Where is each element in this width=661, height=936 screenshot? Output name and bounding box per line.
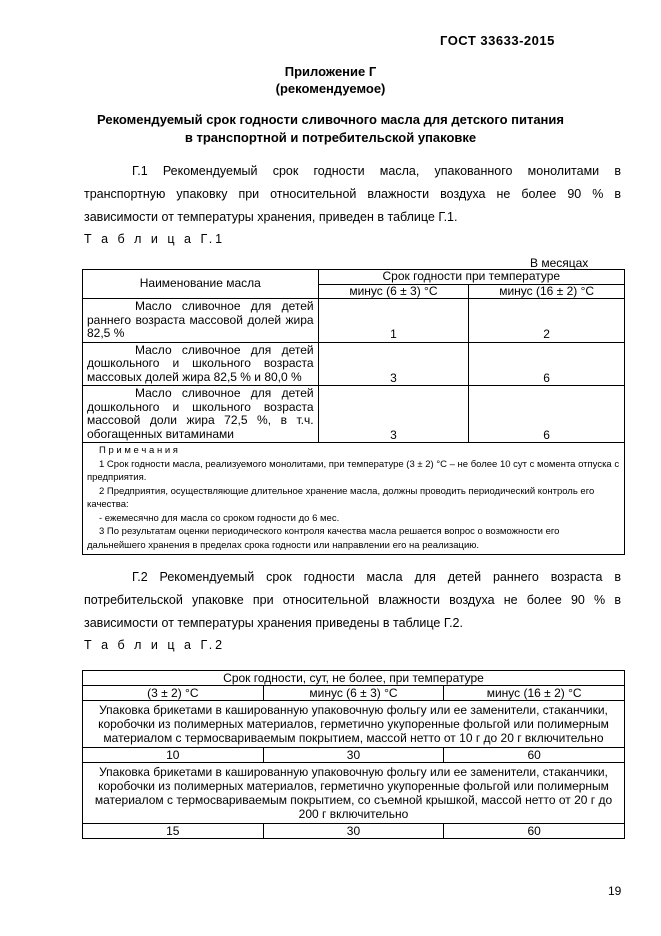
section-title-line2: в транспортной и потребительской упаковке: [184, 130, 477, 145]
table1-row3-v1: 3: [318, 386, 469, 443]
table2-group2-v2: 60: [444, 824, 625, 839]
table1-col-group: Срок годности при температуре: [318, 270, 624, 285]
document-code: ГОСТ 33633-2015: [440, 33, 555, 48]
table1-unit: В месяцах: [530, 256, 589, 270]
table1-row2-v1: 3: [318, 342, 469, 386]
table-row: [83, 748, 625, 763]
table-row: [83, 386, 625, 443]
table1-col-t1: минус (6 ± 3) °С: [318, 284, 469, 299]
paragraph-g1: Г.1 Рекомендуемый срок годности масла, упакованного монолитами в транспортную упаковку при относительной влажности воздуха не более 90 % в зависимости от температуры хранения, приведен в таблице Г.1.: [84, 164, 621, 224]
table-row: [83, 342, 625, 386]
table2-col-t1: минус (6 ± 3) °С: [263, 686, 444, 701]
table2-col-t2: минус (16 ± 2) °С: [444, 686, 625, 701]
table1-row2-v2: 6: [469, 342, 625, 386]
note-1: 1 Срок годности масла, реализуемого монолитами, при температуре (3 ± 2) °С – не более 10 сут с момента отпуска с предприятия.: [87, 458, 620, 483]
table-g2: [82, 670, 625, 839]
paragraph-g2: Г.2 Рекомендуемый срок годности масла для детей раннего возраста в потребительской упаковке при относительной влажности воздуха не более 90 % в зависимости от температуры хранения приведены в таблице Г.2.: [84, 570, 621, 630]
page-number: 19: [608, 884, 622, 898]
table1-col-t2: минус (16 ± 2) °С: [469, 284, 625, 299]
table2-col-t0: (3 ± 2) °С: [83, 686, 264, 701]
table2-group2-v1: 30: [263, 824, 444, 839]
table1-notes: [83, 443, 625, 555]
table1-row1-name: Масло сливочное для детей раннего возраста массовой долей жира 82,5 %: [83, 299, 319, 343]
table2-group1-v0: 10: [83, 748, 264, 763]
table2-label: Т а б л и ц а Г.2: [84, 638, 226, 652]
table-g1: [82, 269, 625, 555]
appendix-status: (рекомендуемое): [275, 81, 386, 96]
appendix-title: Приложение Г: [284, 64, 377, 79]
table1-row3-v2: 6: [469, 386, 625, 443]
table2-group1-desc: Упаковка брикетами в кашированную упаковочную фольгу или ее заменители, стаканчики, коробочки из полимерных материалов, герметично укупоренные фольгой или полимерным материалом с термосвариваемым покрытием, массой нетто от 10 г до 20 г включительно: [83, 701, 625, 748]
section-title-line1: Рекомендуемый срок годности сливочного масла для детского питания: [97, 112, 564, 127]
table2-group2-v0: 15: [83, 824, 264, 839]
table-row: [83, 299, 625, 343]
note-2-item: - ежемесячно для масла со сроком годности до 6 мес.: [99, 512, 340, 524]
table1-col-name: Наименование масла: [83, 270, 319, 299]
table2-col-group: Срок годности, сут, не более, при температуре: [83, 671, 625, 686]
table2-group1-v1: 30: [263, 748, 444, 763]
table2-group2-desc: Упаковка брикетами в кашированную упаковочную фольгу или ее заменители, стаканчики, коробочки из полимерных материалов, герметично укупоренные фольгой или полимерным материалом с термосвариваемым покрытием, со съемной крышкой, массой нетто от 20 г до 200 г включительно: [83, 763, 625, 824]
table1-row1-v2: 2: [469, 299, 625, 343]
table-row: [83, 824, 625, 839]
note-3: 3 По результатам оценки периодического контроля качества масла решается вопрос о возможности его дальнейшего хранения в пределах срока годности или направлении его на реализацию.: [87, 526, 560, 551]
table1-row3-name: Масло сливочное для детей дошкольного и школьного возраста массовой доли жира 72,5 %, в т.ч. обогащенных витаминами: [83, 386, 319, 443]
note-2: 2 Предприятия, осуществляющие длительное хранение масла, должны проводить периодический контроль его качества:: [87, 485, 595, 510]
notes-title: П р и м е ч а н и я: [99, 445, 178, 456]
table1-row2-name: Масло сливочное для детей дошкольного и школьного возраста массовых долей жира 82,5 % и 80,0 %: [83, 342, 319, 386]
table1-row1-v1: 1: [318, 299, 469, 343]
table1-label: Т а б л и ц а Г.1: [84, 232, 226, 246]
table2-group1-v2: 60: [444, 748, 625, 763]
